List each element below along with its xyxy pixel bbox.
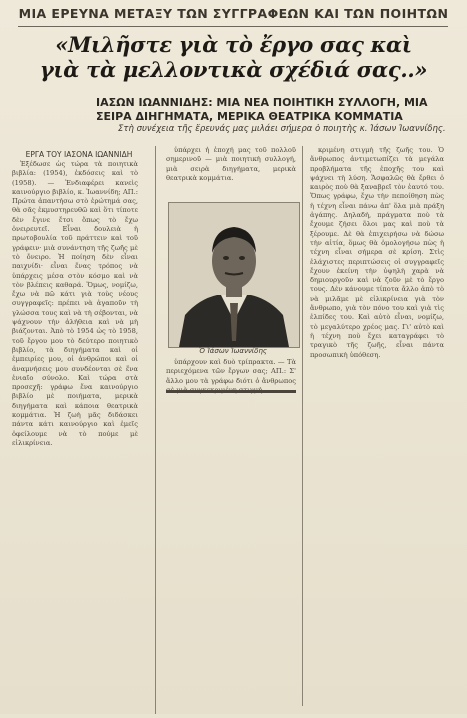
column-divider-2 <box>302 146 303 706</box>
headline-line-1: «Μιλῆστε γιὰ τὸ ἔργο σας καὶ <box>55 32 412 57</box>
column-2-top <box>166 146 296 200</box>
works-box-title: ΕΡΓΑ ΤΟΥ ΙΑΣΟΝΑ ΙΩΑΝΝΙΔΗ <box>25 150 133 159</box>
article-subhead: ΙΑΣΩΝ ΙΩΑΝΝΙΔΗΣ: ΜΙΑ ΝΕΑ ΠΟΙΗΤΙΚΗ ΣΥΛΛΟΓΗ, ΜΙΑ ΣΕΙΡΑ ΔΙΗΓΗΜΑΤΑ, ΜΕΡΙΚΑ ΘΕΑΤΡΙΚΑ ΚΟΜΜΑΤΙΑ <box>96 96 428 123</box>
column-2-top-text: ὑπάρχει ἡ ἐποχή μας τοῦ πολλοῦ σημερινοῦ — μιὰ ποιητικὴ συλλογή, μιὰ σειρὰ διηγήματα, μερικὰ θεατρικὰ κομμάτια. <box>166 146 296 182</box>
portrait-image <box>169 203 299 347</box>
article-kicker: ΜΙΑ ΕΡΕΥΝΑ ΜΕΤΑΞΥ ΤΩΝ ΣΥΓΓΡΑΦΕΩΝ ΚΑΙ ΤΩΝ ΠΟΙΗΤΩΝ <box>18 6 449 21</box>
column-divider-1 <box>155 146 156 714</box>
top-rule <box>18 26 448 27</box>
author-photo <box>168 202 300 348</box>
article-headline <box>6 32 461 82</box>
column-2-bottom-text: ὑπάρχουν καὶ δυὸ τρίπρακτα. — Τὰ περιεχόμενα τῶν ἔργων σας; ΑΠ.: Σ' ἄλλο μου τὰ γράφω διότι ὁ ἄνθρωπος <box>166 358 296 385</box>
article-intro: Στὴ συνέχεια τῆς ἔρευνάς μας μιλάει σήμερα ὁ ποιητὴς κ. Ἰάσων Ἰωαννίδης. <box>118 124 446 134</box>
column-2-bottom <box>166 358 296 388</box>
column-3-text: κριμένη στιγμὴ τῆς ζωῆς του. Ὁ ἄνθρωπος ἀντιμετωπίζει τὰ μεγάλα προβλήματα τῆς ἐποχῆς του καὶ ψάχνει τὴ λύση. Ἄσφαλῶς θὰ ἔρθει ὁ καιρὸς ποὺ θὰ ξαναβρεῖ τὸν ἑαυτό του. Ὅπως γράφω, ἔχω τὴν πεποίθηση πὼς ἡ τέχνη εἶναι πάνω ἀπ' ὅλα μιὰ πράξη ἀγάπης. Δηλαδή, πράγματα ποὺ τὰ ἔχουμε ζήσει ὅλοι μας καὶ ποὺ τὰ ξέρουμε. Δὲ θὰ ἐπιχειρήσω νὰ δώσω τὴν αἰτία, ὅμως θὰ ὁμολογήσω πὼς ἡ τέχνη εἶναι σήμερα σὲ κρίση. Στὶς ἐλάχιστες περιπτώσεις οἱ συγγραφεῖς ἔχουν ἐκείνη τὴν ὑψηλὴ χαρὰ νὰ δημιουργοῦν καὶ νὰ ζοῦν μὲ τὸ ἔργο τους. Δὲν κάνουμε τίποτα ἄλλο ἀπὸ τὸ νὰ μιλᾶμε μὲ εἰλικρίνεια γιὰ τὸν ἄνθρωπο, γιὰ τὸν πόνο του καὶ γιὰ τὶς ἐλπίδες του. Καὶ αὐτὸ εἶναι, νομίζω, τὸ μεγαλύτερο χρέος μας. Γι' αὐτὸ καὶ ἡ τέχνη ποὺ ἔχει καταγράφει τὸ τραγικὸ τῆς ζωῆς, εἶναι πάντα προσωπικὴ ὑπόθεση. <box>310 146 444 359</box>
column-1-text: Ἐξέδωσε ὡς τώρα τὰ ποιητικὰ βιβλία: (1954), ἐκδόσεις καὶ τὸ (1958). — Ἐνδιαφέρει κανεὶς καινούργιο βιβλίο, κ. Ἰωαννίδη; ΑΠ.: Πρώτα ἀπαντήσω στὸ ἐρώτημά σας, θὰ σᾶς ἐκμυστηρευθῶ καὶ ὅτι τίποτε δὲν ἔγινε ἔτσι ὅπως τὸ ἔχω ὀνειρευτεῖ. Εἶναι δουλειὰ ἡ πρωτοβουλία τοῦ πράττειν καὶ τοῦ γράφειν· μιὰ συνάντηση τῆς ζωῆς μὲ τὸ ὄνειρο. Ἡ ποίηση δὲν εἶναι παιχνίδι· εἶναι ἕνας τρόπος νὰ ὑπάρχεις μέσα στὸν κόσμο καὶ νὰ τὸν βλέπεις καθαρά. Ὅμως, νομίζω, ἔχω νὰ πῶ κάτι γιὰ τοὺς νέους συγγραφεῖς: πρέπει νὰ ἀγαποῦν τὴ γλώσσα τους καὶ νὰ τὴ σέβονται, νὰ ψάχνουν τὴν ἀλήθεια καὶ νὰ μὴ βιάζονται. Ἀπὸ τὸ 1954 ὡς τὸ 1958, τοῦ ἔργου μου τὸ δεύτερο ποιητικὸ βιβλίο, τὰ διηγήματα καὶ οἱ ἐμπειρίες μου, οἱ ἀνθρώποι καὶ οἱ ἀναμνήσεις μου συνδέονται σὲ ἕνα ἑνιαῖο σύνολο. Καὶ τώρα στὰ προσεχῆ: γράφω ἕνα καινούργιο βιβλίο μὲ ποιήματα, μερικὰ διηγήματα καὶ κάποια θεατρικὰ κομμάτια. Ἡ ζωὴ μᾶς διδάσκει πάντα κάτι καινούργιο καὶ ἐμεῖς ὀφείλουμε νὰ τὸ πούμε μὲ εἰλικρίνεια. <box>12 160 138 447</box>
column-1 <box>12 150 138 718</box>
headline-line-2: γιὰ τὰ μελλοντικὰ σχέδιά σας..» <box>39 57 428 82</box>
column-2-end-rule <box>166 390 296 393</box>
column-3 <box>310 146 444 706</box>
photo-caption: Ὁ Ἰάσων Ἰωαννίδης <box>198 347 268 355</box>
